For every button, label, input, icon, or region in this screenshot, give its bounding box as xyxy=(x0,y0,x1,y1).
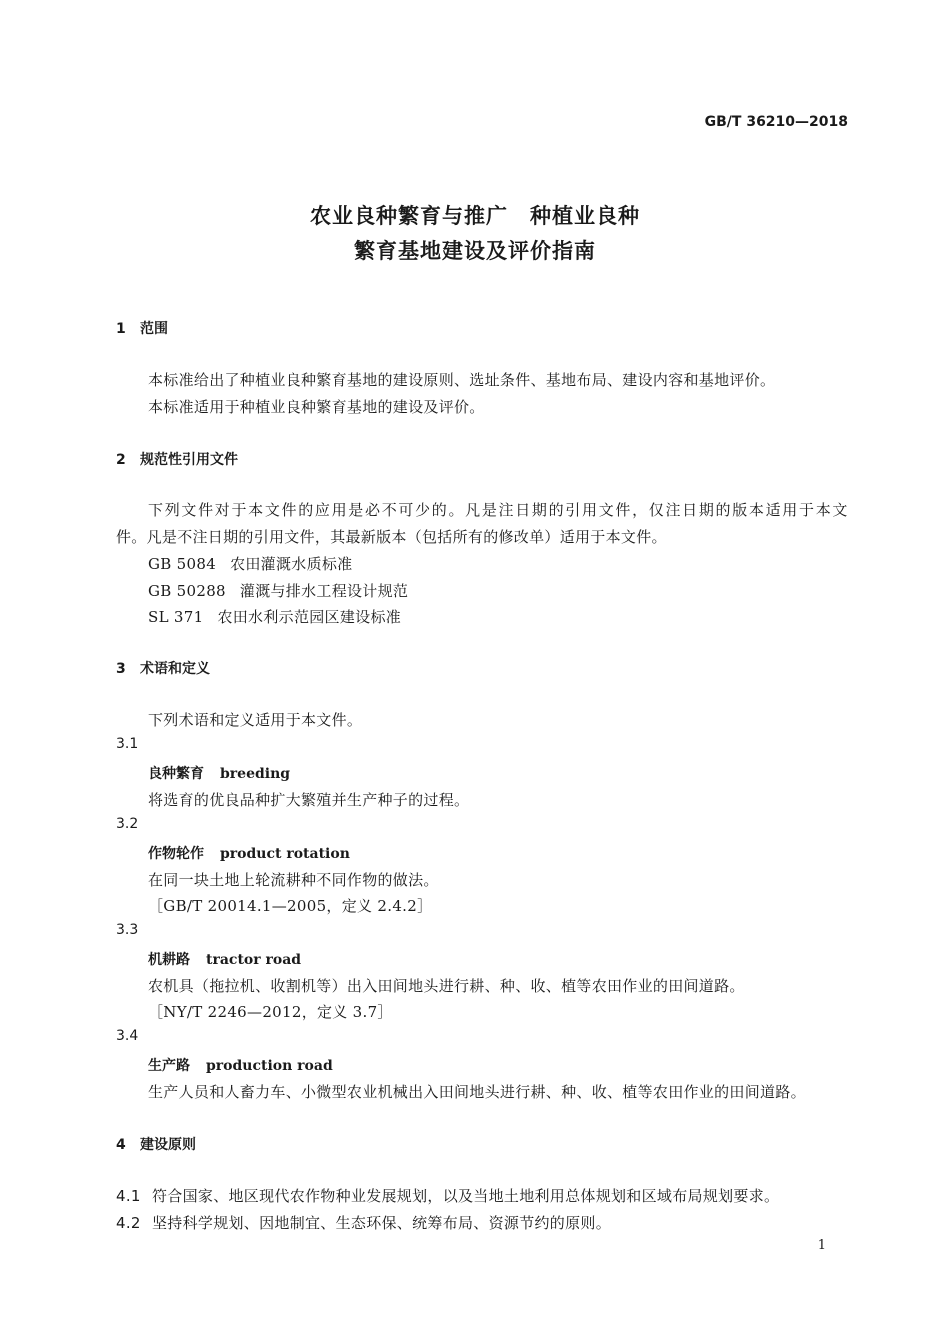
section-number: 3 xyxy=(116,661,126,677)
section-1-heading xyxy=(116,318,168,338)
section-title: 范围 xyxy=(140,321,168,337)
term-name xyxy=(148,763,290,783)
term-source: ［NY/T 2246—2012，定义 3.7］ xyxy=(148,1003,393,1021)
term-number: 3.1 xyxy=(116,736,139,752)
reference-code: GB 50288 xyxy=(148,582,226,600)
normative-references-intro-line1: 下列文件对于本文件的应用是必不可少的。凡是注日期的引用文件，仅注日期的版本适用于本文 xyxy=(148,501,848,519)
reference-item xyxy=(148,553,352,574)
term-name xyxy=(148,949,301,969)
section-number: 1 xyxy=(116,321,126,337)
term-zh: 良种繁育 xyxy=(148,766,204,782)
term-zh: 作物轮作 xyxy=(148,846,204,862)
item-text: 符合国家、地区现代农作物种业发展规划，以及当地土地利用总体规划和区域布局规划要求。 xyxy=(152,1187,780,1205)
term-en: product rotation xyxy=(220,846,350,862)
term-number: 3.2 xyxy=(116,816,139,832)
section-number: 2 xyxy=(116,452,126,468)
principle-item xyxy=(116,1185,779,1206)
term-number: 3.3 xyxy=(116,922,139,938)
section-2-heading xyxy=(116,449,238,469)
scope-paragraph-2: 本标准适用于种植业良种繁育基地的建设及评价。 xyxy=(148,398,485,416)
reference-title: 农田灌溉水质标准 xyxy=(230,555,353,573)
section-title: 规范性引用文件 xyxy=(140,452,238,468)
document-title-line2: 繁育基地建设及评价指南 xyxy=(354,239,596,263)
section-number: 4 xyxy=(116,1137,126,1153)
term-en: tractor road xyxy=(206,952,302,968)
section-title: 术语和定义 xyxy=(140,661,210,677)
document-title-line1: 农业良种繁育与推广 种植业良种 xyxy=(310,204,640,228)
section-3-heading xyxy=(116,658,210,678)
term-definition: 生产人员和人畜力车、小微型农业机械出入田间地头进行耕、种、收、植等农田作业的田间道路。 xyxy=(148,1083,806,1101)
term-zh: 生产路 xyxy=(148,1058,190,1074)
term-en: production road xyxy=(206,1058,333,1074)
term-definition: 将选育的优良品种扩大繁殖并生产种子的过程。 xyxy=(148,791,470,809)
term-definition: 农机具（拖拉机、收割机等）出入田间地头进行耕、种、收、植等农田作业的田间道路。 xyxy=(148,977,745,995)
term-name xyxy=(148,1055,333,1075)
section-title: 建设原则 xyxy=(140,1137,196,1153)
term-name xyxy=(148,843,350,863)
standard-number: GB/T 36210—2018 xyxy=(704,114,848,130)
page-number: 1 xyxy=(817,1238,826,1253)
reference-code: GB 5084 xyxy=(148,555,217,573)
reference-item xyxy=(148,580,408,601)
scope-paragraph-1: 本标准给出了种植业良种繁育基地的建设原则、选址条件、基地布局、建设内容和基地评价。 xyxy=(148,371,776,389)
term-zh: 机耕路 xyxy=(148,952,190,968)
term-en: breeding xyxy=(220,766,291,782)
principle-item xyxy=(116,1212,611,1233)
term-number: 3.4 xyxy=(116,1028,139,1044)
reference-title: 灌溉与排水工程设计规范 xyxy=(239,582,409,600)
term-source: ［GB/T 20014.1—2005，定义 2.4.2］ xyxy=(148,897,433,915)
reference-item xyxy=(148,606,401,627)
item-number: 4.2 xyxy=(116,1214,141,1232)
item-number: 4.1 xyxy=(116,1187,141,1205)
item-text: 坚持科学规划、因地制宜、生态环保、统筹布局、资源节约的原则。 xyxy=(152,1214,612,1232)
reference-code: SL 371 xyxy=(148,608,204,626)
normative-references-intro-line2: 件。凡是不注日期的引用文件，其最新版本（包括所有的修改单）适用于本文件。 xyxy=(116,528,667,546)
reference-title: 农田水利示范园区建设标准 xyxy=(217,608,402,626)
section-4-heading xyxy=(116,1134,196,1154)
term-definition: 在同一块土地上轮流耕种不同作物的做法。 xyxy=(148,871,439,889)
terms-intro: 下列术语和定义适用于本文件。 xyxy=(148,711,363,729)
